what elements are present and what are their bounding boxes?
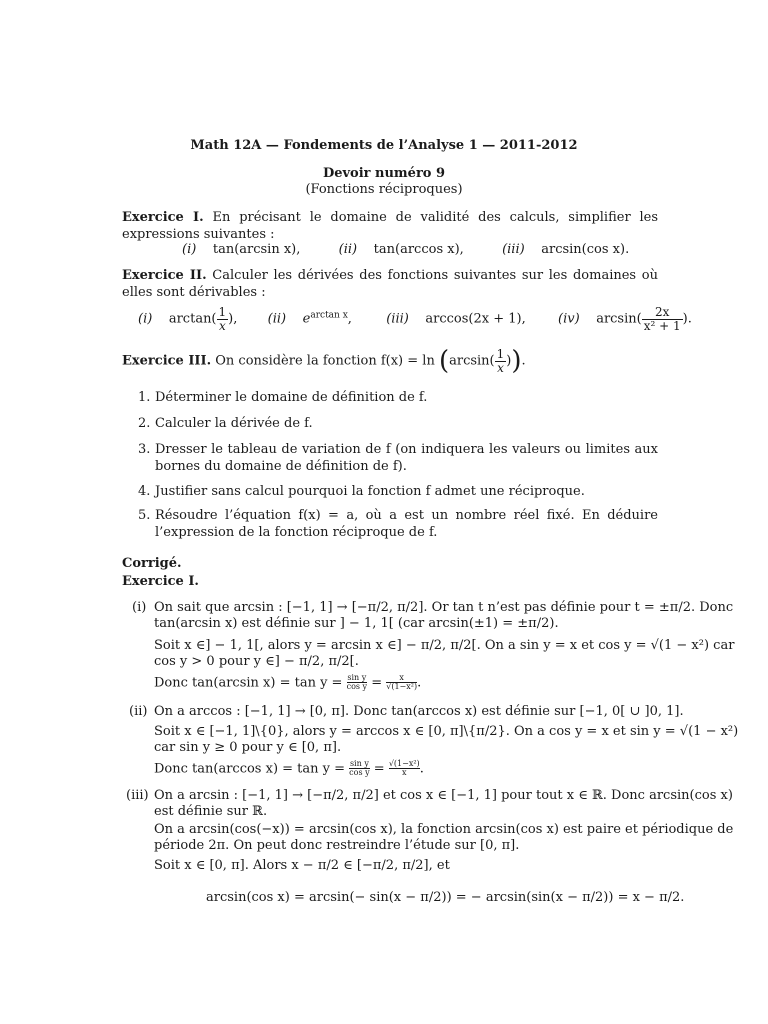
corrige-title: Corrigé. xyxy=(122,556,182,571)
corrige-line: On a arcsin : [−1, 1] → [−π/2, π/2] et cos x ∈ [−1, 1] pour tout x ∈ ℝ. Donc arcsin(cos x) xyxy=(154,788,733,803)
fraction: $\frac{1}{x}$ xyxy=(496,347,505,375)
fraction: $\frac{x}{\text{√(1−x²)}}$ xyxy=(386,673,418,692)
question-item: 2. Calculer la dérivée de f. xyxy=(138,416,313,431)
ex1-item-num: (ii) xyxy=(338,242,358,257)
corrige-item-num: (iii) xyxy=(126,788,149,803)
document-title: Math 12A — Fondements de l’Analyse 1 — 2011-2012 xyxy=(190,138,578,153)
question-item: 5. Résoudre l’équation f(x) = a, où a est un nombre réel fixé. En déduire l’expression de la fonction réciproque de f. xyxy=(138,508,658,540)
ex1-item-num: (iii) xyxy=(502,242,525,257)
ex2-item-num: (iii) xyxy=(386,311,409,327)
devoir-subtitle: (Fonctions réciproques) xyxy=(305,182,463,197)
corrige-line: tan(arcsin x) est définie sur ] − 1, 1[ (car arcsin(±1) = ±π/2). xyxy=(154,616,559,631)
corrige-line: On a arcsin(cos(−x)) = arcsin(cos x), la fonction arcsin(cos x) est paire et périodique de xyxy=(154,822,734,837)
fraction: $\frac{1}{x}$ xyxy=(218,305,227,333)
corrige-line: Donc tan(arcsin x) = tan y = $\frac{\text{sin y}}{\text{cos y}}$ = $\frac{x}{\text{√(1−x²)}}$ . xyxy=(154,673,422,692)
exercise-3-text: On considère la fonction f(x) = ln xyxy=(215,353,435,369)
exercise-1-text: En précisant le domaine de validité des calculs, simplifier les expressions suivantes : xyxy=(122,210,659,242)
ex2-item-num: (i) xyxy=(138,311,153,327)
corrige-line: car sin y ≥ 0 pour y ∈ [0, π]. xyxy=(154,740,342,755)
corrige-line: cos y > 0 pour y ∈] − π/2, π/2[. xyxy=(154,654,359,669)
corrige-line: Soit x ∈ [−1, 1]\{0}, alors y = arccos x ∈ [0, π]\{π/2}. On a cos y = x et sin y = √(1 − x²) xyxy=(154,724,739,739)
fraction: $\frac{\text{√(1−x²)}}{x}$ xyxy=(388,759,420,778)
question-item: 3. Dresser le tableau de variation de f (on indiquera les valeurs ou limites aux bornes du domaine de définition de f). xyxy=(138,442,658,474)
ex2-item-pre: arctan( xyxy=(168,311,217,327)
corrige-exercise-1-label: Exercice I. xyxy=(122,574,199,589)
ex1-item-expr: tan(arccos x), xyxy=(373,242,464,257)
fraction: $\frac{2x}{\text{x² + 1}}$ xyxy=(643,305,681,333)
ex2-item-num: (iv) xyxy=(558,311,580,327)
exercise-1-statement xyxy=(122,210,658,244)
exercise-2-label: Exercice II. xyxy=(122,268,207,283)
exercise-3-statement: Exercice III. On considère la fonction f(x) = ln (arcsin( $\frac{1}{x}$ )). xyxy=(122,346,526,377)
ex1-item-expr: arcsin(cos x). xyxy=(541,242,630,257)
corrige-line: période 2π. On peut donc restreindre l’étude sur [0, π]. xyxy=(154,838,520,853)
ex1-item-expr: tan(arcsin x), xyxy=(212,242,301,257)
corrige-line: Soit x ∈] − 1, 1[, alors y = arcsin x ∈] − π/2, π/2[. On a sin y = x et cos y = √(1 − x²) car xyxy=(154,638,735,653)
corrige-line: Soit x ∈ [0, π]. Alors x − π/2 ∈ [−π/2, π/2], et xyxy=(154,858,450,873)
ex2-item-num: (ii) xyxy=(267,311,287,327)
corrige-line: On a arccos : [−1, 1] → [0, π]. Donc tan(arccos x) est définie sur [−1, 0[ ∪ ]0, 1]. xyxy=(154,704,684,719)
exercise-2-text: Calculer les dérivées des fonctions suivantes sur les domaines où elles sont dérivables : xyxy=(122,268,658,300)
exercise-2-items: (i) arctan( $\frac{1}{x}$ ), (ii) $e^{arctan x}$, (iii) arccos(2x + 1), (iv) arcsin( $\frac{2x}{\text{x² + 1}}$ ). xyxy=(138,305,692,333)
corrige-item-num: (ii) xyxy=(129,704,148,719)
exercise-3-label: Exercice III. xyxy=(122,353,212,369)
corrige-line: On sait que arcsin : [−1, 1] → [−π/2, π/2]. Or tan t n’est pas définie pour t = ±π/2. Donc xyxy=(154,600,734,615)
corrige-item-num: (i) xyxy=(132,600,147,615)
ex1-item-num: (i) xyxy=(182,242,197,257)
question-item: 1. Déterminer le domaine de définition de f. xyxy=(138,390,428,405)
corrige-line: Donc tan(arccos x) = tan y = $\frac{\text{sin y}}{\text{cos y}}$ = $\frac{\text{√(1−x²)}}{x}$ . xyxy=(154,759,424,778)
exercise-1-label: Exercice I. xyxy=(122,210,204,225)
fraction: $\frac{\text{sin y}}{\text{cos y}}$ xyxy=(346,673,368,692)
exercise-1-items xyxy=(182,242,629,259)
corrige-line: est définie sur ℝ. xyxy=(154,804,268,819)
exercise-2-statement xyxy=(122,268,658,302)
fraction: $\frac{\text{sin y}}{\text{cos y}}$ xyxy=(349,759,370,778)
corrige-equation: arcsin(cos x) = arcsin(− sin(x − π/2)) = − arcsin(sin(x − π/2)) = x − π/2. xyxy=(206,890,685,905)
question-item: 4. Justifier sans calcul pourquoi la fonction f admet une réciproque. xyxy=(138,484,585,499)
devoir-number: Devoir numéro 9 xyxy=(322,166,446,181)
